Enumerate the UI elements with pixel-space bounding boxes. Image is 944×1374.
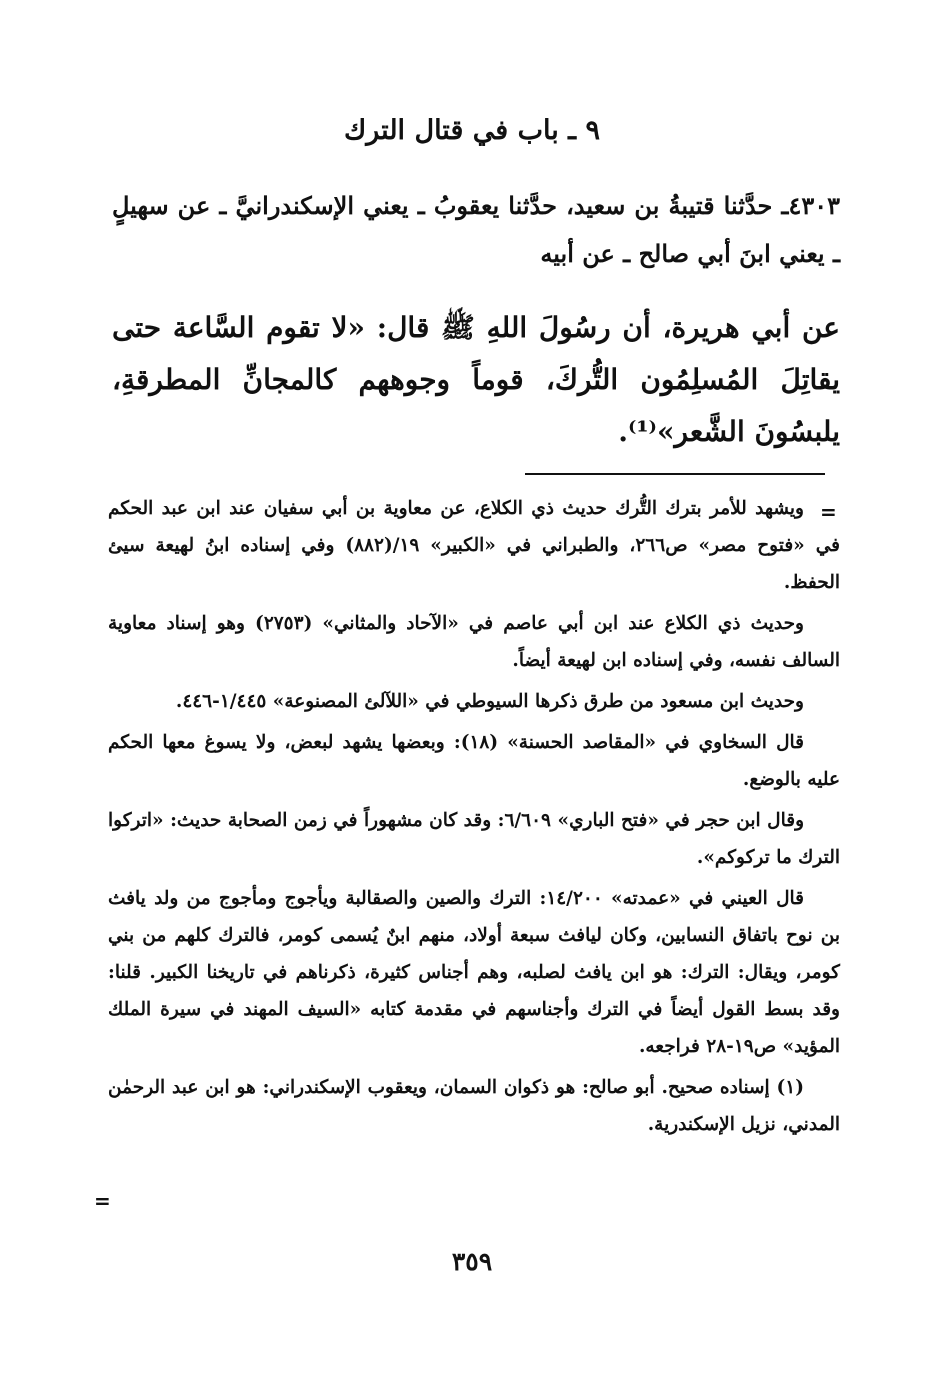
continuation-mark-bottom: =	[94, 1189, 111, 1213]
continuation-mark-top: =	[820, 500, 837, 524]
footnote-paragraph: وقال ابن حجر في «فتح الباري» ٦/٦٠٩: وقد كان مشهوراً في زمن الصحابة حديث: «اتركوا الترك ما تركوكم».	[108, 810, 840, 868]
footnote-paragraph: ويشهد للأمر بترك التُّرك حديث ذي الكلاع، عن معاوية بن أبي سفيان عند ابن عبد الحكم في «فتوح مصر» ص٢٦٦، والطبراني في «الكبير» ١٩/(٨٨٢) وفي إسناده ابنُ لهيعة سيئ الحفظ.	[108, 498, 840, 593]
footnote-separator	[525, 473, 825, 475]
footnote-paragraph: قال السخاوي في «المقاصد الحسنة» (١٨): وبعضها يشهد لبعض، ولا يسوغ معها الحكم عليه بالوضع.	[108, 732, 840, 790]
footnote-paragraph: قال العيني في «عمدته» ١٤/٢٠٠: الترك والصين والصقالبة ويأجوج ومأجوج من ولد يافث بن نوح باتفاق النسابين، وكان ليافث سبعة أولاد، منهم ابنٌ يُسمى كومر، فالترك كلهم من بني كومر، ويقال: الترك: هو ابن يافث لصلبه، وهم أجناس كثيرة، ذكرناهم في تاريخنا الكبير. قلنا: وقد بسط القول أيضاً في الترك وأجناسهم في مقدمة كتابه «السيف المهند في سيرة الملك المؤيد» ص١٩-٢٨ فراجعه.	[108, 888, 840, 1057]
hadith-text: عن أبي هريرة، أن رسُولَ اللهِ ﷺ قال: «لا تقوم السَّاعة حتى يقاتِلَ المُسلِمُون التُّركَ، قوماً وجوههم كالمجانِّ المطرقةِ، يلبسُونَ الشَّعر»⁽¹⁾.	[112, 311, 840, 448]
footnotes	[108, 490, 840, 1147]
chapter-title: ٩ ـ باب في قتال الترك	[344, 115, 600, 146]
footnote-paragraph: وحديث ذي الكلاع عند ابن أبي عاصم في «الآحاد والمثاني» (٢٧٥٣) وهو إسناد معاوية السالف نفسه، وفي إسناده ابن لهيعة أيضاً.	[108, 613, 840, 671]
footnote-1: (١) إسناده صحيح. أبو صالح: هو ذكوان السمان، ويعقوب الإسكندراني: هو ابن عبد الرحمٰن المدني، نزيل الإسكندرية.	[108, 1077, 840, 1135]
hadith-chain: ٤٣٠٣ـ حدَّثنا قتيبةُ بن سعيد، حدَّثنا يعقوبُ ـ يعني الإسكندرانيَّ ـ عن سهيلٍ ـ يعني ابنَ أبي صالح ـ عن أبيه	[112, 191, 840, 268]
footnote-paragraph: وحديث ابن مسعود من طرق ذكرها السيوطي في «اللآلئ المصنوعة» ١/٤٤٥-٤٤٦.	[175, 691, 804, 712]
page-number: ٣٥٩	[451, 1247, 493, 1276]
